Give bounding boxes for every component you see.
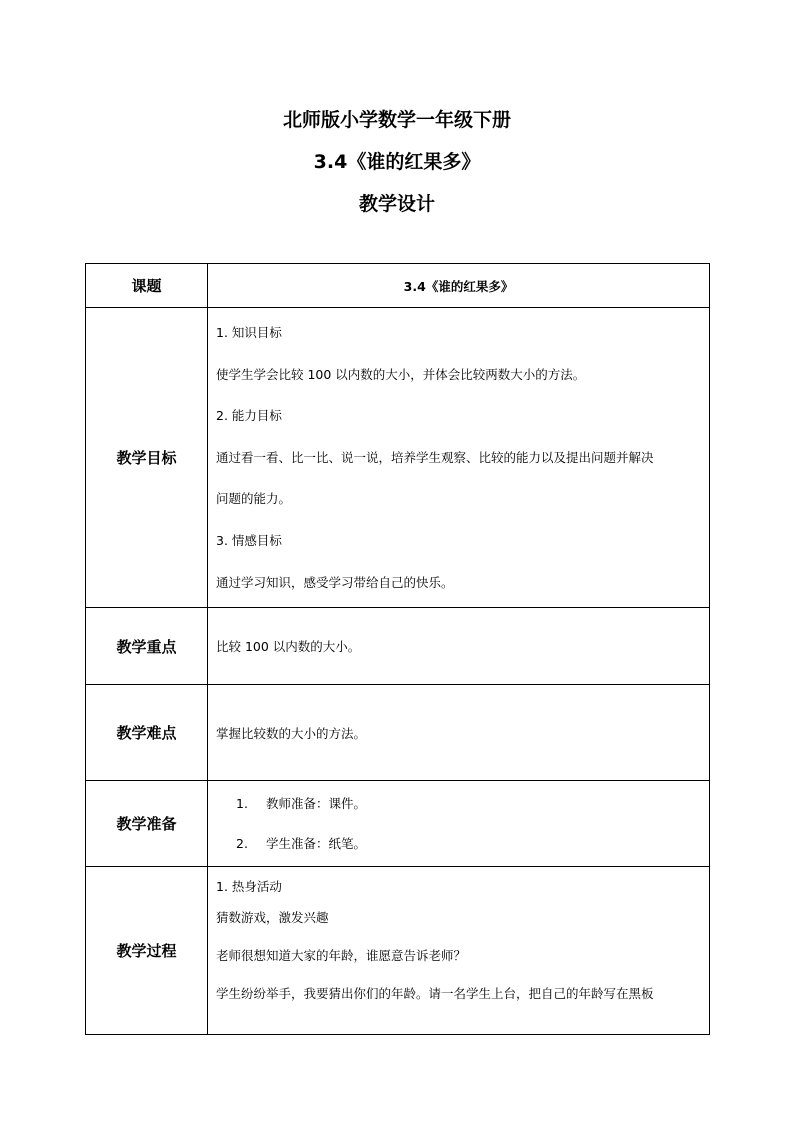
objective-line: 使学生学会比较 100 以内数的大小，并体会比较两数大小的方法。: [216, 366, 586, 382]
objectives-content: [208, 308, 710, 608]
list-item-number: 2.: [236, 835, 248, 851]
list-item: [208, 824, 709, 864]
list-item-number: 1.: [236, 795, 248, 811]
key-point-label: 教学重点: [86, 608, 208, 685]
process-label: 教学过程: [86, 867, 208, 1035]
table-row-difficulty: [86, 685, 710, 781]
objective-line: 3. 情感目标: [216, 532, 282, 548]
list-item-text: 教师准备：课件。: [266, 795, 367, 811]
preparation-label: 教学准备: [86, 781, 208, 867]
preparation-content: [208, 781, 710, 867]
difficulty-label: 教学难点: [86, 685, 208, 781]
list-item-text: 学生准备：纸笔。: [266, 835, 367, 851]
objective-line: 1. 知识目标: [216, 325, 282, 340]
difficulty-content: [208, 685, 710, 781]
process-line: 猜数游戏，激发兴趣: [216, 910, 329, 926]
objective-line: 通过学习知识，感受学习带给自己的快乐。: [216, 574, 454, 590]
document-subtitle: 教学设计: [358, 193, 435, 215]
lesson-title: 3.4《谁的红果多》: [313, 151, 481, 173]
list-item: [208, 784, 709, 824]
process-content: [208, 867, 710, 1035]
process-line: 学生纷纷举手，我要猜出你们的年龄。请一名学生上台，把自己的年龄写在黑板: [216, 986, 654, 1002]
objectives-label: 教学目标: [86, 308, 208, 608]
table-row-topic: [86, 264, 710, 308]
key-point-text: 比较 100 以内数的大小。: [216, 639, 361, 655]
objective-line: 通过看一看、比一比、说一说，培养学生观察、比较的能力以及提出问题并解决: [216, 449, 654, 465]
table-row-objectives: [86, 308, 710, 608]
process-line: 1. 热身活动: [216, 879, 282, 895]
key-point-content: [208, 608, 710, 685]
topic-label: 课题: [86, 264, 208, 308]
document-title: 北师版小学数学一年级下册: [282, 109, 511, 131]
objective-line: 2. 能力目标: [216, 408, 282, 424]
objective-line: 问题的能力。: [216, 491, 292, 507]
table-row-key-point: [86, 608, 710, 685]
topic-value: 3.4《谁的红果多》: [208, 264, 710, 308]
table-row-preparation: [86, 781, 710, 867]
table-row-process: [86, 867, 710, 1035]
difficulty-text: 掌握比较数的大小的方法。: [216, 725, 367, 741]
lesson-plan-table: [85, 263, 710, 1035]
process-line: 老师很想知道大家的年龄，谁愿意告诉老师？: [216, 948, 467, 964]
